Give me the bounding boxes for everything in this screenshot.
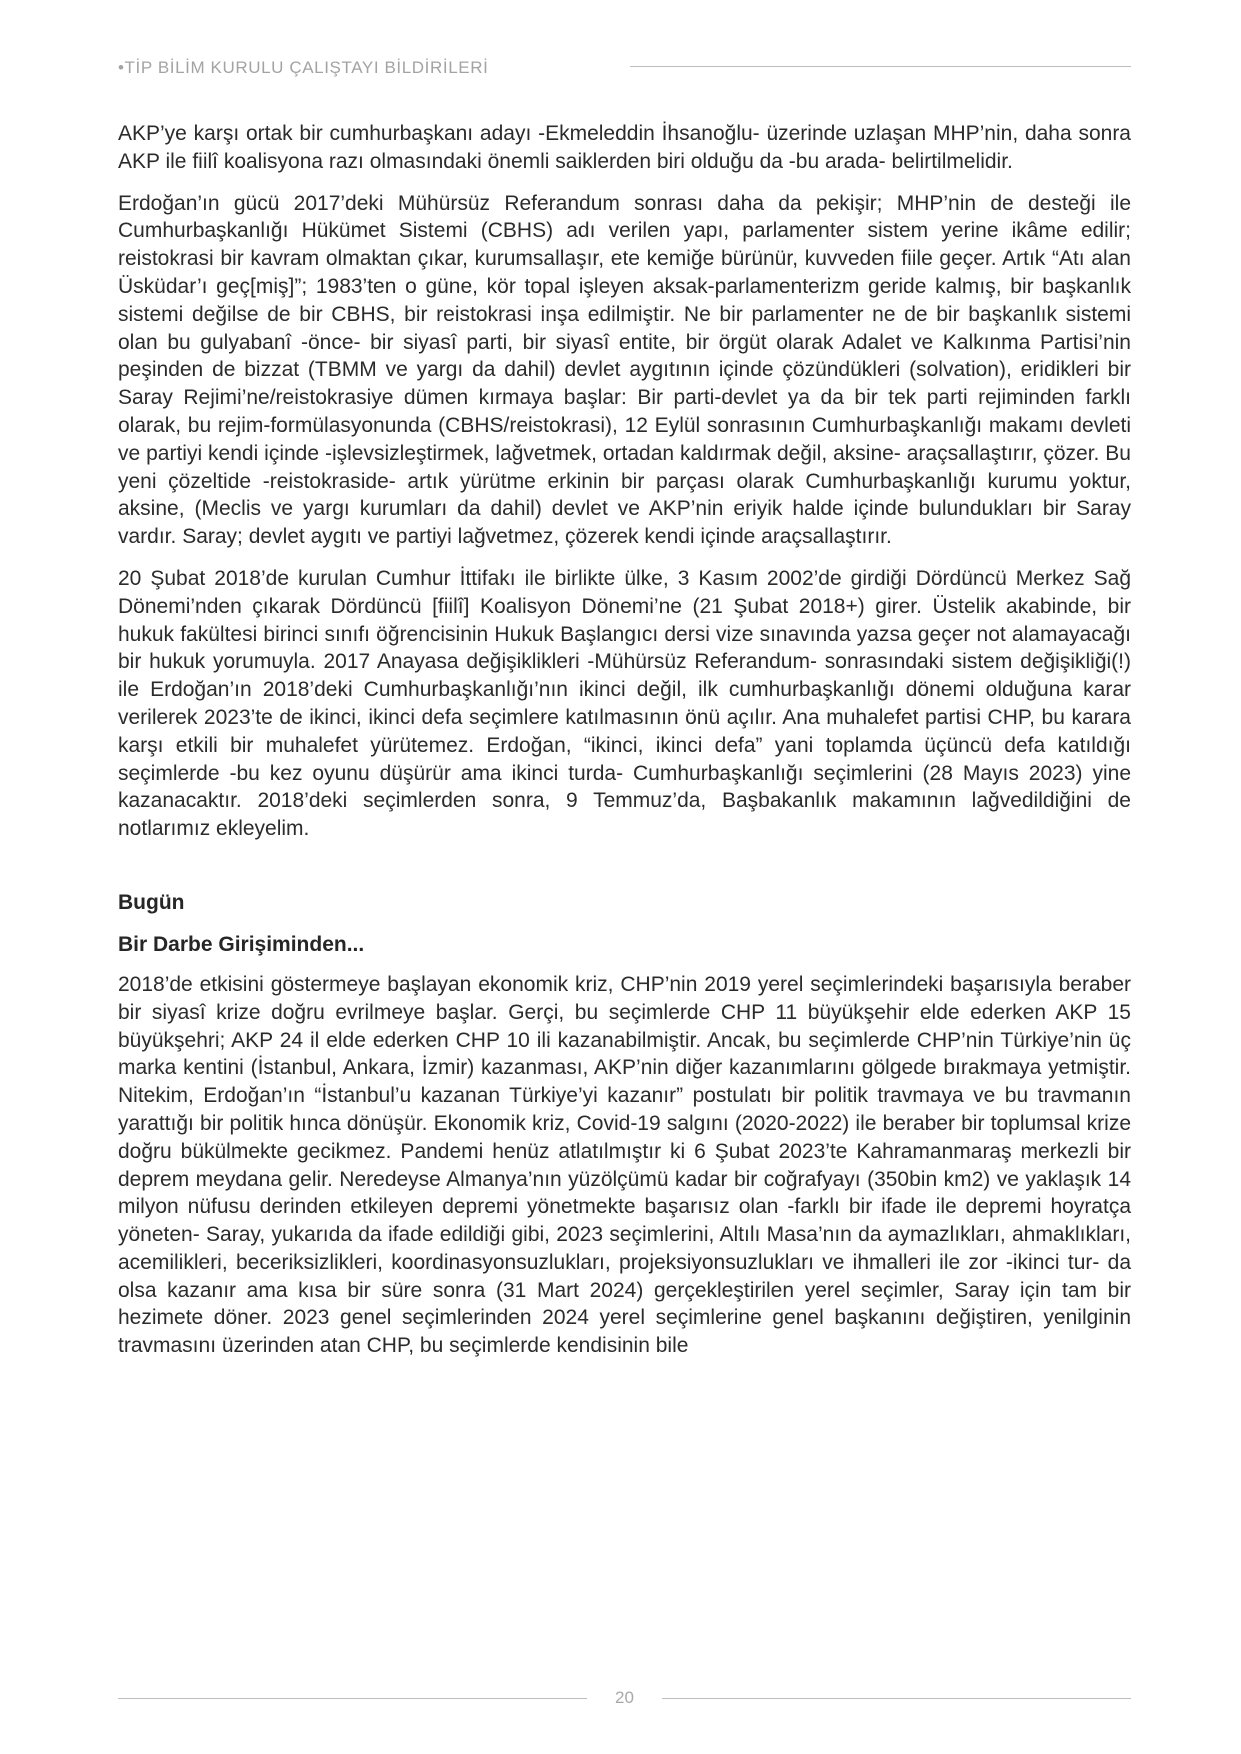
section-heading: Bugün [118,890,185,914]
paragraph: AKP’ye karşı ortak bir cumhurbaşkanı adayı -Ekmeleddin İhsanoğlu- üzerinde uzlaşan MHP’nin, daha sonra AKP ile fiilî koalisyona razı olmasındaki önemli saiklerden biri olduğu da -bu arada- belirtilmelidir. [118,122,1131,173]
header-divider [630,66,1131,67]
header-title: •TİP BİLİM KURULU ÇALIŞTAYI BİLDİRİLERİ [118,58,489,77]
page-footer [118,1686,1131,1710]
paragraph: Erdoğan’ın gücü 2017’deki Mühürsüz Referandum sonrası daha da pekişir; MHP’nin de desteği ile Cumhurbaşkanlığı Hükümet Sistemi (CBHS) adı verilen yapı, parlamenter sistem yerine ikâme edilir; reistokrasi bir kavram olmaktan çıkar, kurumsallaşır, ete kemiğe bürünür, kuvveden fiile geçer. Artık “Atı alan Üsküdar’ı geç[miş]”; 1983’ten o güne, kör topal işleyen aksak-parlamenterizm geride kalmış, bir başkanlık sistemi değilse de bir CBHS, bir reistokrasi inşa edilmiştir. Ne bir parlamenter ne de bir başkanlık sistemi olan bu gulyabanî -önce- bir siyasî parti, bir siyasî entite, bir örgüt olarak Adalet ve Kalkınma Partisi’nin peşinden de bizzat (TBMM ve yargı da dahil) devlet aygıtının içinde çözündükleri (solvation), eridikleri bir Saray Rejimi’ne/reistokrasiye dümen kırmaya başlar: Bir parti-devlet ya da bir tek parti rejiminden farklı olarak, bu rejim-formülasyonunda (CBHS/reistokrasi), 12 Eylül sonrasının Cumhurbaşkanlığı makamı devleti ve partiyi kendi içinde -işlevsizleştirmek, lağvetmek, ortadan kaldırmak değil, aksine- araçsallaştırır, çözer. Bu yeni çözeltide -reistokraside- artık yürütme erkinin bir parçası olarak Cumhurbaşkanlığı kurumu yoktur, aksine, (Meclis ve yargı kurumları da dahil) devlet ve AKP’nin eriyik halde içinde bulundukları bir Saray vardır. Saray; devlet aygıtı ve partiyi lağvetmez, çözerek kendi içinde araçsallaştırır. [118,191,1131,549]
body-text [118,120,1131,1374]
running-header [118,54,1131,84]
footer-divider-right [662,1698,1131,1699]
page-number: 20 [615,1688,634,1707]
subsection-heading: Bir Darbe Girişiminden... [118,932,365,956]
paragraph: 2018’de etkisini göstermeye başlayan ekonomik kriz, CHP’nin 2019 yerel seçimlerindeki başarısıyla beraber bir siyasî krize doğru evrilmeye başlar. Gerçi, bu seçimlerde CHP 11 büyükşehir elde ederken AKP 15 büyükşehri; AKP 24 il elde ederken CHP 10 ili kazanabilmiştir. Ancak, bu seçimlerde CHP’nin Türkiye’nin üç marka kentini (İstanbul, Ankara, İzmir) kazanması, AKP’nin diğer kazanımlarını gölgede bırakmaya yetmiştir. Nitekim, Erdoğan’ın “İstanbul’u kazanan Türkiye’yi kazanır” postulatı bir politik travmaya ve bu travmanın yarattığı bir politik hınca dönüşür. Ekonomik kriz, Covid-19 salgını (2020-2022) ile beraber bir toplumsal krize doğru bükülmekte gecikmez. Pandemi henüz atlatılmıştır ki 6 Şubat 2023’te Kahramanmaraş merkezli bir deprem meydana gelir. Neredeyse Almanya’nın yüzölçümü kadar bir coğrafyayı (350bin km2) ve yaklaşık 14 milyon nüfusu derinden etkileyen depremi yönetmekte başarısız olan -farklı bir ifade ile depremi hoyratça yöneten- Saray, yukarıda da ifade edildiği gibi, 2023 seçimlerini, Altılı Masa’nın da aymazlıkları, ahmaklıkları, acemilikleri, beceriksizlikleri, koordinasyonsuzlukları, projeksiyonsuzlukları ve ihmalleri ile zor -ikinci tur- da olsa kazanır ama kısa bir süre sonra (31 Mart 2024) gerçekleştirilen yerel seçimler, Saray için tam bir hezimete döner. 2023 genel seçimlerinden 2024 yerel seçimlerine genel başkanını değiştiren, yenilginin travmasını üzerinden atan CHP, bu seçimlerde kendisinin bile [118,972,1131,1358]
paragraph: 20 Şubat 2018’de kurulan Cumhur İttifakı ile birlikte ülke, 3 Kasım 2002’de girdiği Dördüncü Merkez Sağ Dönemi’nden çıkarak Dördüncü [fiilî] Koalisyon Dönemi’ne (21 Şubat 2018+) girer. Üstelik akabinde, bir hukuk fakültesi birinci sınıfı öğrencisinin Hukuk Başlangıcı dersi vize sınavında yazsa geçer not alamayacağı bir hukuk yorumuyla. 2017 Anayasa değişiklikleri -Mühürsüz Referandum- sonrasındaki sistem değişikliği(!) ile Erdoğan’ın 2018’deki Cumhurbaşkanlığı’nın ikinci değil, ilk cumhurbaşkanlığı dönemi olduğuna karar verilerek 2023’te de ikinci, ikinci defa seçimlere katılmasının önü açılır. Ana muhalefet partisi CHP, bu karara karşı etkili bir muhalefet yürütemez. Erdoğan, “ikinci, ikinci defa” yani toplamda üçüncü defa katıldığı seçimlerde -bu kez oyunu düşürür ama ikinci turda- Cumhurbaşkanlığı seçimlerini (28 Mayıs 2023) yine kazanacaktır. 2018’deki seçimlerden sonra, 9 Temmuz’da, Başbakanlık makamının lağvedildiğini de notlarımız ekleyelim. [118,566,1131,841]
